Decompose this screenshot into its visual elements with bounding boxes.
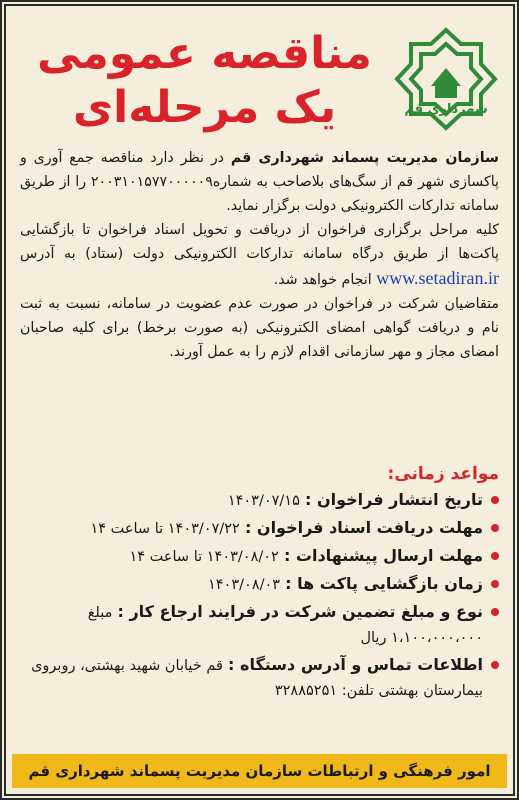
- organization-name: سازمان مدیریت پسماند شهرداری قم: [230, 150, 499, 166]
- list-item: مهلت دریافت اسناد فراخوان : ۱۴۰۳/۰۷/۲۲ تا ساعت ۱۴: [18, 516, 499, 541]
- paragraph-2: [20, 218, 499, 292]
- paragraph-2-before: کلیه مراحل برگزاری فراخوان از دریافت و تحویل اسناد فراخوان تا بازگشایی پاکت‌ها از طریق درگاه سامانه تدارکات الکترونیکی دولت (ستاد) به آدرس: [20, 222, 499, 262]
- bullet-icon: [491, 552, 499, 560]
- paragraph-2-after: انجام خواهد شد.: [273, 272, 377, 288]
- list-item: مهلت ارسال پیشنهادات : ۱۴۰۳/۰۸/۰۲ تا ساعت ۱۴: [18, 544, 499, 569]
- paragraph-1: [20, 146, 499, 218]
- notice-header: [14, 14, 505, 144]
- bullet-icon: [491, 496, 499, 504]
- logo-caption: شهرداری قم: [404, 102, 488, 117]
- deadlines-list: [18, 488, 499, 706]
- list-item: نوع و مبلغ تضمین شرکت در فرایند ارجاع کار : مبلغ ۱،۱۰۰،۰۰۰،۰۰۰ ریال: [18, 600, 499, 650]
- bullet-icon: [491, 661, 499, 669]
- notice-body: [20, 146, 499, 364]
- title-line-1: مناقصه عمومی: [37, 28, 372, 79]
- list-item: اطلاعات تماس و آدرس دستگاه : قم خیابان شهید بهشتی، روبروی بیمارستان بهشتی تلفن: ۳۲۸۸۵۲۵۱: [18, 653, 499, 703]
- footer-banner: امور فرهنگی و ارتباطات سازمان مدیریت پسماند شهرداری قم: [12, 754, 507, 788]
- deadlines-heading: مواعد زمانی:: [387, 464, 499, 484]
- title-line-2: یک مرحله‌ای: [72, 82, 337, 133]
- bullet-icon: [491, 608, 499, 616]
- bullet-icon: [491, 524, 499, 532]
- website-link[interactable]: www.setadiran.ir: [376, 268, 499, 288]
- paragraph-1-text: در نظر دارد مناقصه جمع آوری و پاکسازی شهر قم از سگ‌های بلاصاحب به شماره۲۰۰۳۱۰۱۵۷۷۰۰۰۰۰۹ را از طریق سامانه تدارکات الکترونیکی دولت برگزار نماید.: [20, 150, 499, 214]
- municipality-logo-icon: [391, 24, 501, 134]
- list-item: تاریخ انتشار فراخوان : ۱۴۰۳/۰۷/۱۵: [18, 488, 499, 513]
- bullet-icon: [491, 580, 499, 588]
- paragraph-3: متقاضیان شرکت در فراخوان در صورت عدم عضویت در سامانه، نسبت به ثبت نام و دریافت گواهی امضای الکترونیکی (به صورت برخط) برای کلیه صاحبان امضای مجاز و مهر سازمانی اقدام لازم را به عمل آورند.: [20, 296, 499, 360]
- list-item: زمان بازگشایی پاکت ها : ۱۴۰۳/۰۸/۰۳: [18, 572, 499, 597]
